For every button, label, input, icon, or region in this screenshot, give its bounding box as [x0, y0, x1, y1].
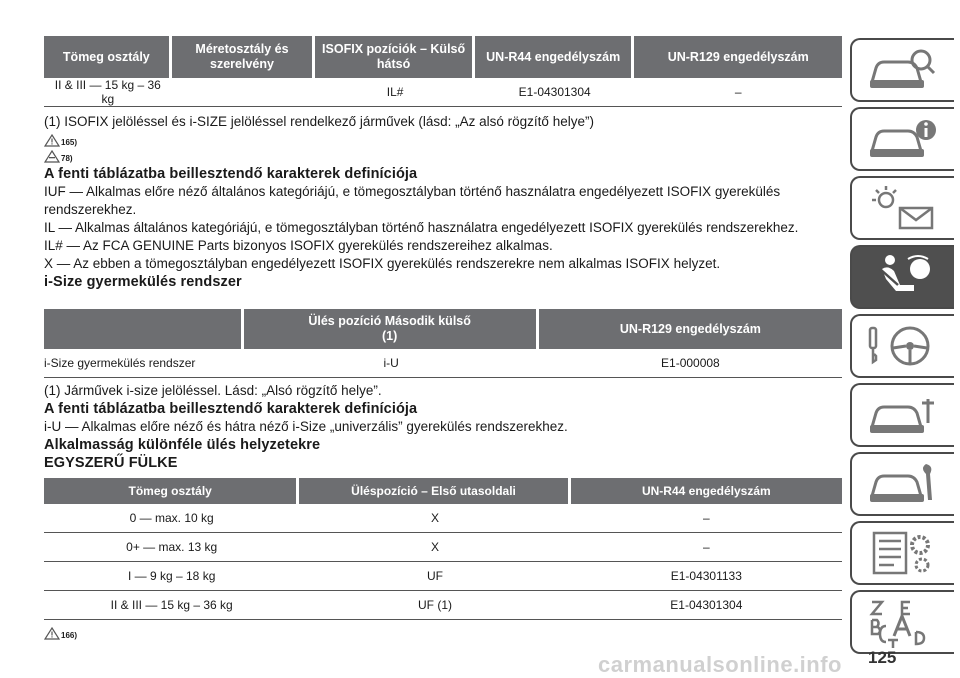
- chapter-tab-servicing[interactable]: [850, 452, 954, 516]
- warning-ref: [44, 133, 842, 147]
- definition-x: X — Az ebben a tömegosztályban engedélyezett ISOFIX gyerekülés rendszerekre nem alkalmas ISOFIX helyzet.: [44, 256, 721, 271]
- table-cell: i-U: [244, 349, 539, 378]
- definitions-heading: A fenti táblázatba beillesztendő karakterek definíciója: [44, 401, 418, 417]
- front-seat-table: [44, 478, 842, 620]
- table-cell: II & III — 15 kg – 36 kg: [44, 78, 172, 107]
- col-header-seat-position: Üléspozíció – Első utasoldali: [299, 478, 570, 504]
- isofix-table: [44, 36, 842, 107]
- table-cell: –: [571, 504, 842, 533]
- caution-triangle-icon: [44, 150, 60, 163]
- chapter-tab-warning-lights[interactable]: [850, 176, 954, 240]
- table-cell: E1-000008: [539, 349, 842, 378]
- warning-triangle-icon: [44, 627, 60, 640]
- table-cell: II & III — 15 kg – 36 kg: [44, 591, 299, 620]
- seat-airbag-icon: [864, 251, 942, 303]
- warning-ref-number: 165): [61, 137, 78, 147]
- chapter-sidebar: [850, 38, 960, 659]
- col-header-un-r44: UN-R44 engedélyszám: [571, 478, 842, 504]
- table-row: [44, 78, 842, 107]
- chapter-tab-dashboard-info[interactable]: [850, 107, 954, 171]
- table-cell: –: [634, 78, 842, 107]
- car-emergency-icon: [864, 389, 942, 441]
- table-cell: E1-04301304: [571, 591, 842, 620]
- col-header-seat-position: [244, 309, 539, 349]
- list-gear-icon: [864, 527, 942, 579]
- table-row: [44, 504, 842, 533]
- warning-ref-number: 78): [61, 153, 73, 163]
- chapter-tab-technical-data[interactable]: [850, 521, 954, 585]
- col-header-size-class: Méretosztály és szerelvény: [172, 36, 316, 78]
- page-content: [44, 36, 842, 640]
- definitions-heading: A fenti táblázatba beillesztendő karakterek definíciója: [44, 166, 418, 182]
- steering-key-icon: [864, 320, 942, 372]
- definition-iu: i-U — Alkalmas előre néző és hátra néző i-Size „univerzális” gyerekülés rendszerekhez.: [44, 419, 568, 434]
- cabin-heading: EGYSZERŰ FÜLKE: [44, 455, 178, 471]
- definition-il-hash: IL# — Az FCA GENUINE Parts bizonyos ISOFIX gyerekülés rendszereihez alkalmas.: [44, 238, 553, 253]
- table-cell: E1-04301304: [475, 78, 635, 107]
- car-info-icon: [864, 113, 942, 165]
- table-cell: UF: [299, 562, 570, 591]
- isize-table: [44, 309, 842, 378]
- definition-il: IL — Alkalmas általános kategóriájú, e tömegosztályban történő használatra engedélyezett ISOFIX gyerekülés rendszerekhez.: [44, 220, 799, 235]
- table-cell: –: [571, 533, 842, 562]
- watermark: carmanualsonline.info: [598, 652, 842, 677]
- table-row: [44, 562, 842, 591]
- col-header-un-r129: UN-R129 engedélyszám: [539, 309, 842, 349]
- car-wrench-icon: [864, 458, 942, 510]
- warning-ref: [44, 149, 842, 163]
- chapter-tab-safety[interactable]: [850, 245, 954, 309]
- warning-ref-number: 166): [61, 630, 78, 640]
- table-cell: i-Size gyermekülés rendszer: [44, 349, 244, 378]
- table-cell: IL#: [315, 78, 475, 107]
- page-number: 125: [868, 648, 897, 667]
- table-cell: E1-04301133: [571, 562, 842, 591]
- table-cell: I — 9 kg – 18 kg: [44, 562, 299, 591]
- table-cell: X: [299, 533, 570, 562]
- isize-heading: i-Size gyermekülés rendszer: [44, 274, 242, 290]
- warning-ref: [44, 626, 842, 640]
- suitability-heading: Alkalmasság különféle ülés helyzetekre: [44, 437, 321, 453]
- col-header-empty: [44, 309, 244, 349]
- chapter-tab-getting-to-know[interactable]: [850, 38, 954, 102]
- col-header-isofix-positions: ISOFIX pozíciók – Külső hátsó: [315, 36, 475, 78]
- table-cell: 0 — max. 10 kg: [44, 504, 299, 533]
- chapter-tab-index[interactable]: [850, 590, 954, 654]
- col-header-weight-class: Tömeg osztály: [44, 478, 299, 504]
- col-header-weight-class: Tömeg osztály: [44, 36, 172, 78]
- seat-position-label: Ülés pozíció Második külső (1): [308, 314, 471, 343]
- table-cell: UF (1): [299, 591, 570, 620]
- chapter-tab-in-emergency[interactable]: [850, 383, 954, 447]
- col-header-un-r44: UN-R44 engedélyszám: [475, 36, 635, 78]
- col-header-un-r129: UN-R129 engedélyszám: [634, 36, 842, 78]
- dashboard-lights-icon: [864, 182, 942, 234]
- car-search-icon: [864, 44, 942, 96]
- warning-triangle-icon: [44, 134, 60, 147]
- footnote-isize: (1) Járművek i-size jelöléssel. Lásd: „Alsó rögzítő helye”.: [44, 383, 382, 398]
- table-cell: [172, 78, 316, 107]
- alphabet-index-icon: [864, 596, 942, 648]
- table-row: [44, 591, 842, 620]
- table-cell: 0+ — max. 13 kg: [44, 533, 299, 562]
- table-row: [44, 349, 842, 378]
- table-cell: X: [299, 504, 570, 533]
- chapter-tab-starting-driving[interactable]: [850, 314, 954, 378]
- definition-iuf: IUF — Alkalmas előre néző általános kategóriájú, e tömegosztályban történő használatra engedélyezett ISOFIX gyerekülés rendszerekhez.: [44, 184, 781, 217]
- table-row: [44, 533, 842, 562]
- footnote-isofix: (1) ISOFIX jelöléssel és i-SIZE jelöléssel rendelkező járművek (lásd: „Az alsó rögzítő helye”): [44, 114, 594, 129]
